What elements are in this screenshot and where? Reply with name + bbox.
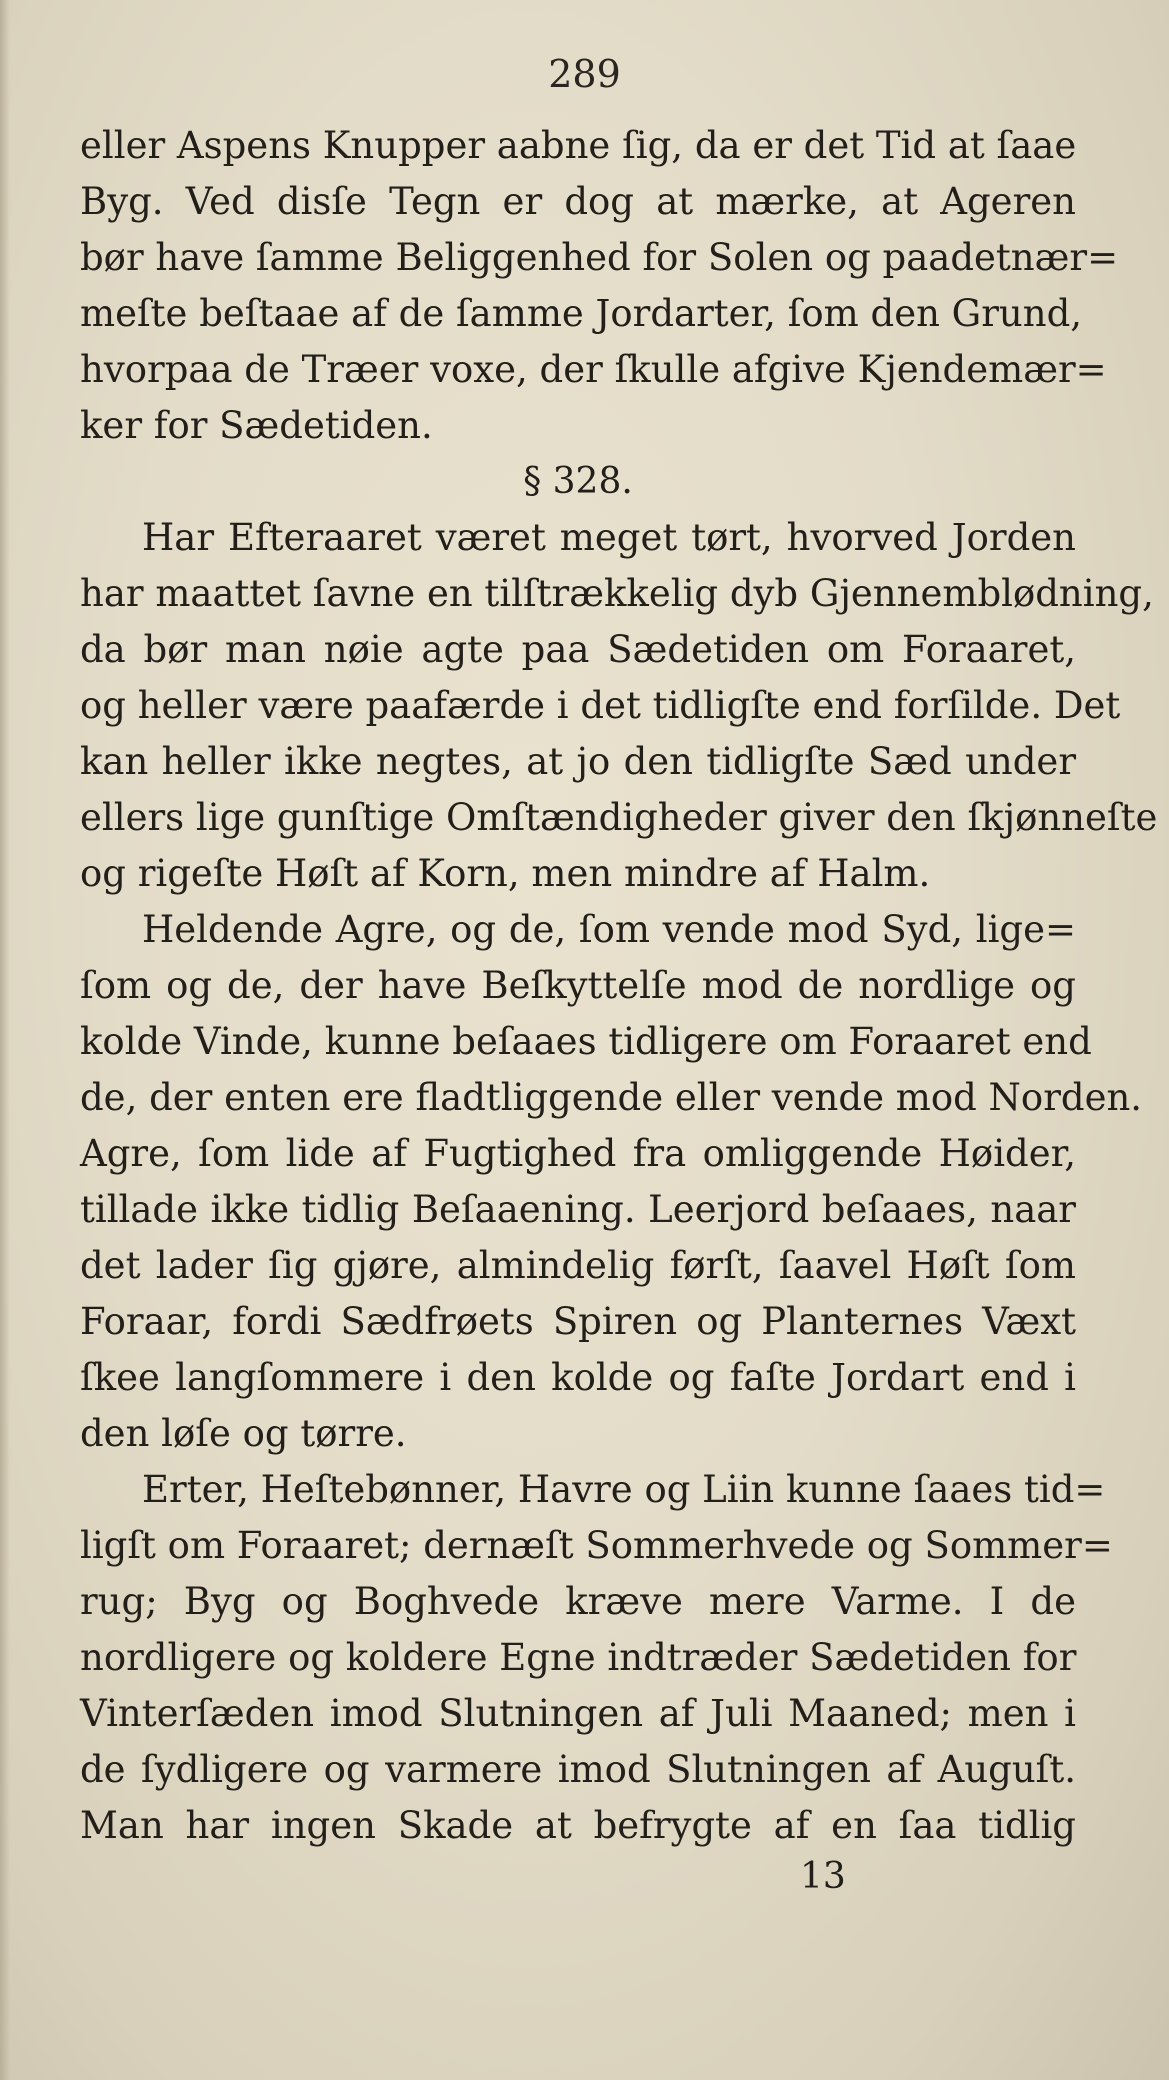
text-line: ellers lige gunſtige Omſtændigheder giver den ſkjønneſte xyxy=(80,796,1158,839)
text-line: ker for Sædetiden. xyxy=(80,404,433,447)
text-line: bør have ſamme Beliggenhed for Solen og paadetnær= xyxy=(80,236,1119,279)
text-line: tillade ikke tidlig Beſaaening. Leerjord beſaaes, naar xyxy=(80,1188,1076,1231)
body-text xyxy=(80,118,1158,1854)
page-number: 289 xyxy=(548,52,621,96)
text-line: Vinterſæden imod Slutningen af Juli Maaned; men i xyxy=(80,1692,1076,1735)
text-line: ligſt om Foraaret; dernæſt Sommerhvede og Sommer= xyxy=(80,1524,1113,1567)
text-line: Erter, Heſtebønner, Havre og Liin kunne ſaaes tid= xyxy=(142,1468,1106,1511)
text-line: nordligere og koldere Egne indtræder Sædetiden for xyxy=(80,1636,1077,1679)
text-line: ſom og de, der have Beſkyttelſe mod de nordlige og xyxy=(80,964,1076,1007)
text-line: hvorpaa de Træer voxe, der ſkulle afgive Kjendemær= xyxy=(80,348,1107,391)
text-line: Har Efteraaret været meget tørt, hvorved Jorden xyxy=(142,516,1076,559)
text-line: de, der enten ere fladtliggende eller vende mod Norden. xyxy=(80,1076,1143,1119)
text-line: og heller være paafærde i det tidligſte end forſilde. Det xyxy=(80,684,1121,727)
text-line: de ſydligere og varmere imod Slutningen af Auguſt. xyxy=(80,1748,1076,1791)
signature-mark: 13 xyxy=(800,1856,846,1897)
text-line: og rigeſte Høſt af Korn, men mindre af Halm. xyxy=(80,852,931,895)
text-line: eller Aspens Knupper aabne ſig, da er det Tid at ſaae xyxy=(80,124,1077,167)
text-line: Man har ingen Skade at befrygte af en ſaa tidlig xyxy=(80,1804,1076,1847)
text-line: Agre, ſom lide af Fugtighed fra omliggende Høider, xyxy=(80,1132,1076,1175)
text-line: rug; Byg og Boghvede kræve mere Varme. I de xyxy=(80,1580,1076,1623)
text-line: har maattet ſavne en tilſtrækkelig dyb Gjennemblødning, xyxy=(80,572,1154,615)
text-line: ſkee langſommere i den kolde og faſte Jordart end i xyxy=(80,1356,1076,1399)
text-line: da bør man nøie agte paa Sædetiden om Foraaret, xyxy=(80,628,1076,671)
text-line: Heldende Agre, og de, ſom vende mod Syd, lige= xyxy=(142,908,1076,951)
text-line: den løſe og tørre. xyxy=(80,1412,407,1455)
text-line: Foraar, fordi Sædfrøets Spiren og Planternes Væxt xyxy=(80,1300,1076,1343)
text-line: Byg. Ved disſe Tegn er dog at mærke, at Ageren xyxy=(80,180,1076,223)
section-heading: § 328. xyxy=(523,461,633,502)
text-line: kolde Vinde, kunne beſaaes tidligere om Foraaret end xyxy=(80,1020,1092,1063)
text-line: det lader ſig gjøre, almindelig førſt, ſaavel Høſt ſom xyxy=(80,1244,1076,1287)
page-edge-shadow xyxy=(0,0,10,2080)
text-line: kan heller ikke negtes, at jo den tidligſte Sæd under xyxy=(80,740,1076,783)
text-line: meſte beſtaae af de ſamme Jordarter, ſom den Grund, xyxy=(80,292,1083,335)
